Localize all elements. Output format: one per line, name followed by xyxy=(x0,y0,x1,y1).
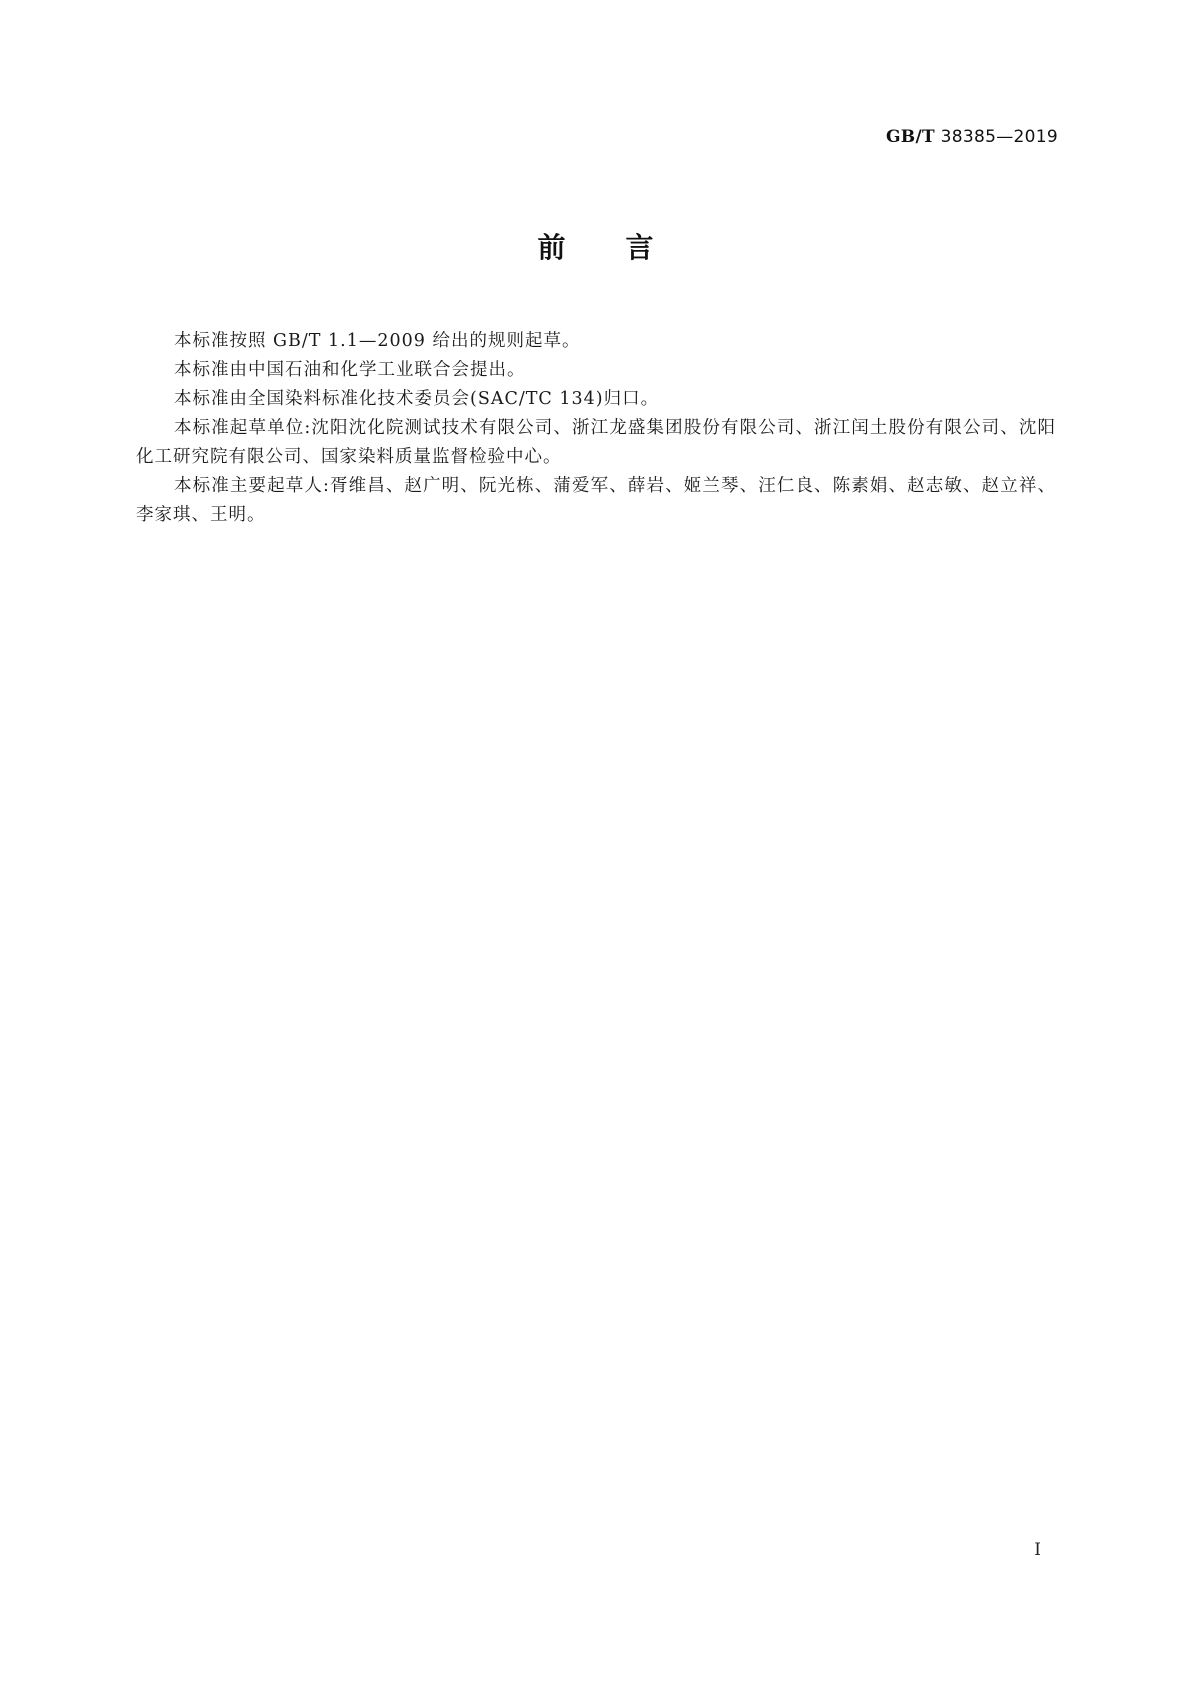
standard-prefix: GB/T xyxy=(885,127,935,147)
page-title: 前言 xyxy=(537,231,714,264)
standard-number xyxy=(886,127,1058,147)
paragraph-administration: 本标准由全国染料标准化技术委员会(SAC/TC 134)归口。 xyxy=(174,389,660,409)
foreword-body xyxy=(136,327,1056,530)
paragraph-drafting-rules: 本标准按照 GB/T 1.1—2009 给出的规则起草。 xyxy=(174,331,581,351)
paragraph-drafting-units: 本标准起草单位:沈阳沈化院测试技术有限公司、浙江龙盛集团股份有限公司、浙江闰土股份有限公司、沈阳化工研究院有限公司、国家染料质量监督检验中心。 xyxy=(136,418,1056,467)
page-number: I xyxy=(1034,1540,1041,1560)
paragraph-drafters: 本标准主要起草人:胥维昌、赵广明、阮光栋、蒲爱军、薛岩、姬兰琴、汪仁良、陈素娟、赵志敏、赵立祥、李家琪、王明。 xyxy=(136,476,1056,525)
paragraph-proposer: 本标准由中国石油和化学工业联合会提出。 xyxy=(174,360,526,380)
standard-code: 38385—2019 xyxy=(940,127,1058,147)
